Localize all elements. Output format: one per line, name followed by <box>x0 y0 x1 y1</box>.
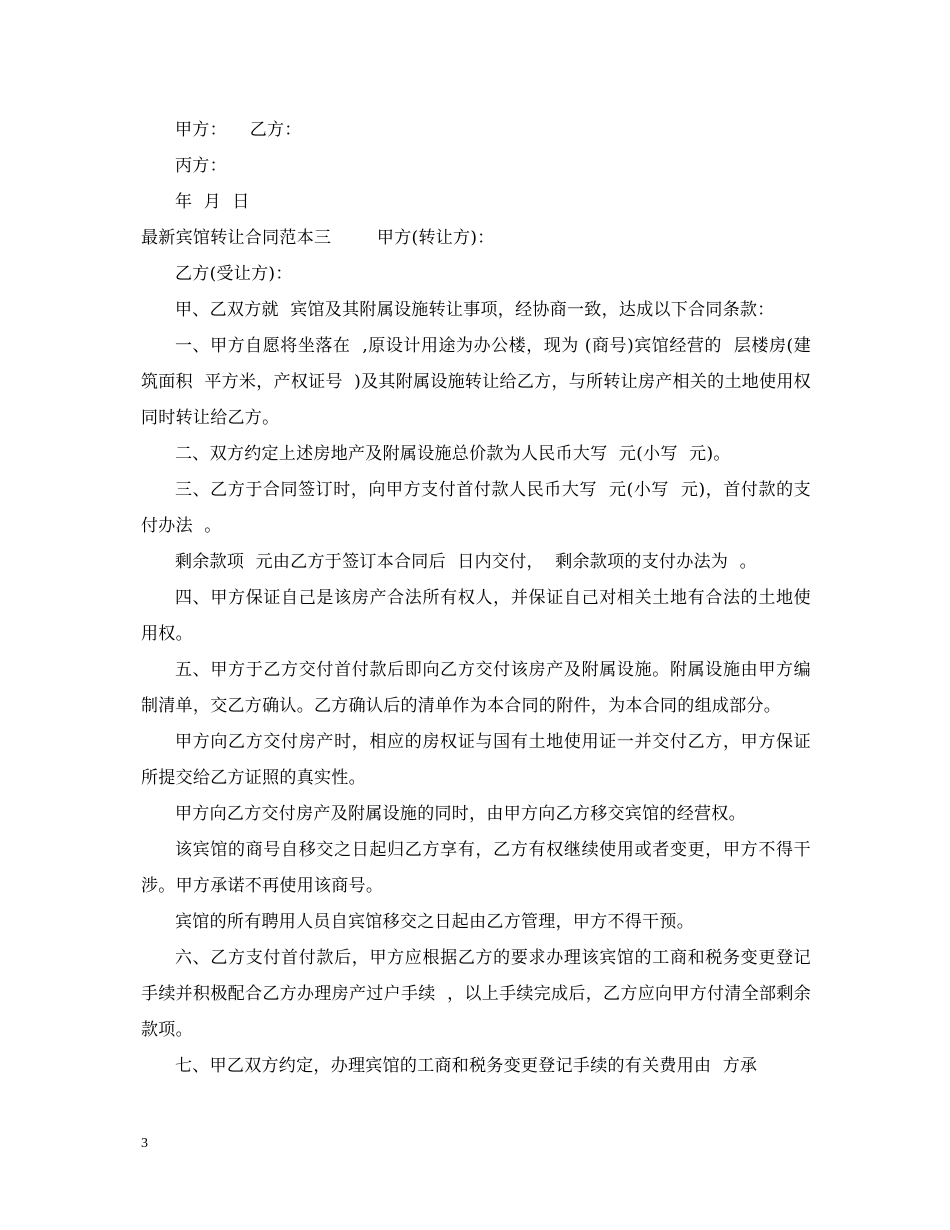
contract-title-line: 最新宾馆转让合同范本三 甲方(转让方)： <box>141 228 495 248</box>
party-b-line: 乙方(受让方)： <box>175 264 293 284</box>
clause-6-paragraph: 六、乙方支付首付款后，甲方应根据乙方的要求办理该宾馆的工商和税务变更登记手续并积极配合乙方办理房产过户手续 ，以上手续完成后，乙方应向甲方付清全部剩余款项。 <box>141 948 811 1040</box>
trade-name-paragraph: 该宾馆的商号自移交之日起归乙方享有，乙方有权继续使用或者变更，甲方不得干涉。甲方承诺不再使用该商号。 <box>141 840 811 896</box>
preamble-paragraph: 甲、乙双方就 宾馆及其附属设施转让事项，经协商一致，达成以下合同条款： <box>175 300 775 320</box>
clause-7-paragraph: 七、甲乙双方约定，办理宾馆的工商和税务变更登记手续的有关费用由 方承 <box>175 1056 758 1076</box>
signature-line-party-c: 丙方： <box>175 156 227 176</box>
clause-3-paragraph: 三、乙方于合同签订时，向甲方支付首付款人民币大写 元(小写 元)，首付款的支付办法 。 <box>141 480 811 536</box>
signature-date-line: 年 月 日 <box>175 192 250 212</box>
staff-management-paragraph: 宾馆的所有聘用人员自宾馆移交之日起由乙方管理，甲方不得干预。 <box>175 912 694 932</box>
remaining-payment-paragraph: 剩余款项 元由乙方于签订本合同后 日内交付， 剩余款项的支付办法为 。 <box>175 552 757 572</box>
business-rights-paragraph: 甲方向乙方交付房产及附属设施的同时，由甲方向乙方移交宾馆的经营权。 <box>175 804 746 824</box>
clause-4-paragraph: 四、甲方保证自己是该房产合法所有权人，并保证自己对相关土地有合法的土地使用权。 <box>141 588 811 644</box>
signature-line-parties: 甲方： 乙方： <box>175 120 302 140</box>
document-body <box>141 112 811 1084</box>
clause-5-paragraph: 五、甲方于乙方交付首付款后即向乙方交付该房产及附属设施。附属设施由甲方编制清单，交乙方确认。乙方确认后的清单作为本合同的附件，为本合同的组成部分。 <box>141 660 811 716</box>
clause-1-paragraph: 一、甲方自愿将坐落在 ,原设计用途为办公楼，现为 (商号)宾馆经营的 层楼房(建筑面积 平方米，产权证号 )及其附属设施转让给乙方，与所转让房产相关的土地使用权同时转让给乙方。 <box>141 336 811 428</box>
clause-2-paragraph: 二、双方约定上述房地产及附属设施总价款为人民币大写 元(小写 元)。 <box>175 444 731 464</box>
page-number: 3 <box>141 1136 148 1151</box>
certificate-delivery-paragraph: 甲方向乙方交付房产时，相应的房权证与国有土地使用证一并交付乙方，甲方保证所提交给乙方证照的真实性。 <box>141 732 811 788</box>
